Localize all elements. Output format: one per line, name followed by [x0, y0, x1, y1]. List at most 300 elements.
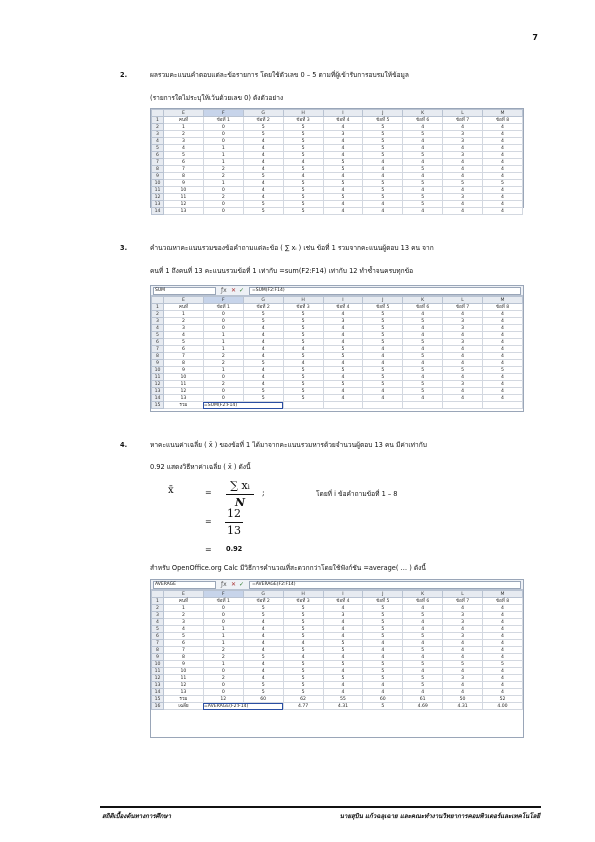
sheet-cell[interactable]: 3 [164, 325, 204, 332]
sheet-cell[interactable]: 4 [483, 612, 523, 619]
sheet-cell[interactable]: 5 [283, 194, 323, 201]
sheet-cell[interactable]: 5 [363, 332, 403, 339]
sheet-cell[interactable]: 4 [243, 647, 283, 654]
sheet-cell[interactable]: 0 [203, 612, 243, 619]
row-header[interactable]: 3 [152, 612, 164, 619]
sheet-cell[interactable]: 4 [483, 633, 523, 640]
sheet-cell[interactable]: 5 [363, 152, 403, 159]
sheet-cell[interactable]: 4 [243, 187, 283, 194]
sheet-cell[interactable]: 5 [283, 395, 323, 402]
sheet-cell[interactable]: 4 [164, 145, 204, 152]
sheet-cell[interactable]: 3 [443, 152, 483, 159]
sheet-cell[interactable]: 11 [164, 675, 204, 682]
sheet-cell[interactable]: 4 [363, 647, 403, 654]
sheet-cell[interactable]: 4 [483, 388, 523, 395]
column-header[interactable]: K [403, 297, 443, 304]
sheet-cell[interactable]: 5 [164, 339, 204, 346]
sheet-cell[interactable]: 4 [443, 166, 483, 173]
sheet-cell[interactable]: 4 [403, 159, 443, 166]
average-cell[interactable]: 4.31 [323, 703, 363, 710]
sheet-cell[interactable]: 5 [363, 675, 403, 682]
column-header[interactable]: M [483, 110, 523, 117]
sheet-cell[interactable]: 5 [483, 367, 523, 374]
sheet-cell[interactable]: 5 [323, 159, 363, 166]
sum-label[interactable]: รวม [164, 402, 204, 409]
sheet-cell[interactable]: 1 [203, 159, 243, 166]
sheet-cell[interactable]: 4 [443, 201, 483, 208]
sheet-cell[interactable]: 5 [243, 173, 283, 180]
sheet-cell[interactable]: 3 [443, 675, 483, 682]
sheet-cell[interactable]: 6 [164, 159, 204, 166]
sheet-cell[interactable]: 5 [363, 318, 403, 325]
sheet-cell[interactable]: 4 [243, 159, 283, 166]
column-header[interactable]: H [283, 591, 323, 598]
sheet-cell[interactable]: 4 [243, 640, 283, 647]
sheet-cell[interactable]: 4 [164, 332, 204, 339]
sheet-cell[interactable]: 13 [164, 395, 204, 402]
sheet-cell[interactable]: 4 [443, 647, 483, 654]
sheet-cell[interactable]: 4 [323, 173, 363, 180]
column-header[interactable]: E [164, 591, 204, 598]
sheet-cell[interactable]: 4 [483, 187, 523, 194]
sheet-cell[interactable]: 5 [403, 180, 443, 187]
sheet-cell[interactable]: 3 [443, 612, 483, 619]
sheet-cell[interactable]: 5 [363, 339, 403, 346]
sheet-cell[interactable]: 5 [323, 346, 363, 353]
sheet-cell[interactable]: 4 [363, 654, 403, 661]
column-header[interactable]: H [283, 297, 323, 304]
sheet-cell[interactable]: 4 [323, 187, 363, 194]
sheet-cell[interactable]: 2 [203, 360, 243, 367]
sheet-cell[interactable]: 5 [403, 682, 443, 689]
sheet-cell[interactable]: 5 [283, 353, 323, 360]
average-cell[interactable]: 4.69 [403, 703, 443, 710]
sheet-cell[interactable]: 5 [363, 194, 403, 201]
sheet-cell[interactable]: 5 [283, 381, 323, 388]
sheet-cell[interactable]: 4 [243, 346, 283, 353]
sheet-cell[interactable]: 7 [164, 353, 204, 360]
row-header[interactable]: 11 [152, 187, 164, 194]
sheet-cell[interactable]: 5 [283, 388, 323, 395]
sheet-cell[interactable]: 5 [283, 661, 323, 668]
row-header[interactable]: 9 [152, 360, 164, 367]
column-header[interactable]: I [323, 110, 363, 117]
sheet-cell[interactable]: 4 [323, 311, 363, 318]
sheet-cell[interactable]: 3 [323, 612, 363, 619]
sheet-cell[interactable]: 5 [283, 647, 323, 654]
sheet-cell[interactable]: 4 [363, 159, 403, 166]
sheet-cell[interactable]: 5 [283, 682, 323, 689]
row-header[interactable]: 2 [152, 605, 164, 612]
sheet-cell[interactable]: 13 [164, 208, 204, 215]
sheet-cell[interactable]: 0 [203, 124, 243, 131]
sheet-cell[interactable]: 5 [283, 633, 323, 640]
row-header[interactable]: 14 [152, 395, 164, 402]
sheet-cell[interactable]: 3 [443, 318, 483, 325]
sheet-cell[interactable]: 4 [443, 640, 483, 647]
header-cell[interactable]: ข้อที่ 1 [203, 598, 243, 605]
column-header[interactable]: J [363, 110, 403, 117]
sheet-cell[interactable]: 5 [403, 353, 443, 360]
function-wizard-icon[interactable]: ƒx [221, 581, 227, 588]
sheet-cell[interactable]: 4 [443, 187, 483, 194]
sheet-cell[interactable]: 4 [483, 173, 523, 180]
header-cell[interactable]: คนที่ [164, 304, 204, 311]
sheet-cell[interactable]: 1 [203, 626, 243, 633]
sheet-cell[interactable]: 5 [403, 131, 443, 138]
sheet-cell[interactable]: 5 [283, 325, 323, 332]
sheet-cell[interactable]: 4 [323, 339, 363, 346]
sheet-cell[interactable]: 4 [443, 626, 483, 633]
header-cell[interactable]: ข้อที่ 3 [283, 117, 323, 124]
column-header[interactable]: G [243, 110, 283, 117]
sheet-cell[interactable]: 5 [164, 152, 204, 159]
sheet-cell[interactable]: 5 [323, 675, 363, 682]
corner-cell[interactable] [152, 591, 164, 598]
sheet-cell[interactable]: 5 [363, 374, 403, 381]
sheet-cell[interactable]: 5 [403, 675, 443, 682]
row-header[interactable]: 9 [152, 173, 164, 180]
sheet-cell[interactable]: 4 [323, 619, 363, 626]
sheet-cell[interactable]: 11 [164, 381, 204, 388]
sheet-cell[interactable]: 4 [483, 208, 523, 215]
sheet-cell[interactable]: 5 [483, 180, 523, 187]
sheet-cell[interactable]: 5 [323, 367, 363, 374]
sheet-cell[interactable]: 10 [164, 374, 204, 381]
sheet-cell[interactable]: 4 [483, 668, 523, 675]
row-header[interactable]: 13 [152, 201, 164, 208]
sheet-cell[interactable]: 3 [443, 131, 483, 138]
row-header[interactable]: 4 [152, 138, 164, 145]
sheet-cell[interactable]: 3 [164, 138, 204, 145]
row-header[interactable]: 5 [152, 145, 164, 152]
sheet-cell[interactable]: 5 [403, 633, 443, 640]
header-cell[interactable]: ข้อที่ 3 [283, 304, 323, 311]
sheet-cell[interactable]: 3 [323, 318, 363, 325]
row-header[interactable]: 12 [152, 675, 164, 682]
sheet-cell[interactable]: 0 [203, 318, 243, 325]
sheet-cell[interactable]: 5 [283, 612, 323, 619]
sheet-cell[interactable]: 5 [363, 124, 403, 131]
sheet-cell[interactable]: 2 [203, 353, 243, 360]
sheet-cell[interactable]: 4 [363, 166, 403, 173]
sheet-cell[interactable]: 1 [203, 640, 243, 647]
sheet-cell[interactable]: 4 [403, 605, 443, 612]
sheet-cell[interactable]: 5 [363, 619, 403, 626]
sheet-cell[interactable]: 5 [323, 381, 363, 388]
sheet-cell[interactable]: 4 [164, 626, 204, 633]
column-header[interactable]: E [164, 110, 204, 117]
sheet-cell[interactable]: 5 [403, 388, 443, 395]
sheet-cell[interactable]: 5 [283, 374, 323, 381]
sheet-cell[interactable]: 3 [164, 619, 204, 626]
sheet-cell[interactable]: 4 [283, 654, 323, 661]
sheet-cell[interactable]: 4 [443, 388, 483, 395]
sheet-cell[interactable]: 10 [164, 187, 204, 194]
sheet-cell[interactable]: 4 [483, 138, 523, 145]
column-header[interactable]: F [203, 297, 243, 304]
sheet-cell[interactable]: 5 [363, 367, 403, 374]
sheet-cell[interactable]: 5 [243, 318, 283, 325]
sheet-cell[interactable]: 4 [363, 395, 403, 402]
sheet-cell[interactable]: 9 [164, 367, 204, 374]
sheet-cell[interactable]: 4 [403, 208, 443, 215]
sheet-cell[interactable]: 5 [363, 626, 403, 633]
header-cell[interactable]: คนที่ [164, 117, 204, 124]
sheet-cell[interactable]: 4 [483, 353, 523, 360]
sheet-cell[interactable]: 0 [203, 619, 243, 626]
sheet-cell[interactable]: 5 [443, 661, 483, 668]
sheet-cell[interactable]: 4 [403, 187, 443, 194]
sheet-cell[interactable]: 4 [483, 360, 523, 367]
sheet-cell[interactable]: 4 [363, 640, 403, 647]
sheet-cell[interactable]: 4 [243, 367, 283, 374]
sheet-cell[interactable]: 11 [164, 194, 204, 201]
header-cell[interactable]: ข้อที่ 2 [243, 117, 283, 124]
sheet-cell[interactable]: 5 [283, 201, 323, 208]
sheet-cell[interactable]: 5 [283, 689, 323, 696]
sheet-cell[interactable]: 1 [164, 311, 204, 318]
sheet-cell[interactable]: 5 [323, 640, 363, 647]
sum-cell[interactable]: 60 [243, 696, 283, 703]
sheet-cell[interactable]: 4 [483, 318, 523, 325]
sheet-cell[interactable]: 4 [363, 201, 403, 208]
row-header[interactable]: 15 [152, 402, 164, 409]
row-header[interactable]: 13 [152, 682, 164, 689]
sheet-cell[interactable]: 5 [403, 367, 443, 374]
sheet-cell[interactable]: 2 [203, 166, 243, 173]
row-header[interactable]: 9 [152, 654, 164, 661]
sheet-cell[interactable]: 4 [443, 689, 483, 696]
sum-cell[interactable]: 60 [363, 696, 403, 703]
row-header[interactable]: 7 [152, 346, 164, 353]
sum-formula-cell[interactable]: =SUM(F2:F14) [203, 402, 283, 409]
sum-cell[interactable]: 52 [483, 696, 523, 703]
sum-label[interactable]: รวม [164, 696, 204, 703]
sheet-cell[interactable]: 4 [443, 395, 483, 402]
sheet-cell[interactable]: 4 [443, 682, 483, 689]
column-header[interactable]: I [323, 297, 363, 304]
header-cell[interactable]: ข้อที่ 8 [483, 117, 523, 124]
sheet-cell[interactable]: 5 [403, 318, 443, 325]
sheet-cell[interactable]: 0 [203, 395, 243, 402]
sheet-cell[interactable]: 4 [443, 145, 483, 152]
sheet-cell[interactable]: 5 [243, 395, 283, 402]
sheet-cell[interactable]: 4 [323, 633, 363, 640]
sheet-cell[interactable]: 1 [203, 145, 243, 152]
row-header[interactable]: 7 [152, 159, 164, 166]
sheet-cell[interactable]: 5 [443, 180, 483, 187]
sheet-cell[interactable]: 5 [243, 360, 283, 367]
header-cell[interactable]: ข้อที่ 2 [243, 304, 283, 311]
header-cell[interactable]: ข้อที่ 5 [363, 598, 403, 605]
header-cell[interactable]: ข้อที่ 7 [443, 117, 483, 124]
sheet-cell[interactable]: 12 [164, 388, 204, 395]
row-header[interactable]: 15 [152, 696, 164, 703]
sheet-cell[interactable]: 4 [363, 208, 403, 215]
sheet-cell[interactable]: 4 [403, 124, 443, 131]
sheet-cell[interactable]: 5 [403, 612, 443, 619]
sum-cell[interactable]: 55 [323, 696, 363, 703]
sheet-cell[interactable]: 4 [483, 311, 523, 318]
header-cell[interactable]: ข้อที่ 2 [243, 598, 283, 605]
sheet-cell[interactable]: 5 [323, 194, 363, 201]
column-header[interactable]: M [483, 591, 523, 598]
row-header[interactable]: 14 [152, 208, 164, 215]
sheet-cell[interactable]: 0 [203, 138, 243, 145]
column-header[interactable]: L [443, 110, 483, 117]
sheet-cell[interactable]: 4 [443, 173, 483, 180]
column-header[interactable]: G [243, 297, 283, 304]
sheet-cell[interactable]: 5 [283, 668, 323, 675]
row-header[interactable]: 11 [152, 668, 164, 675]
sheet-cell[interactable]: 0 [203, 187, 243, 194]
cancel-icon[interactable]: ✕ [231, 581, 237, 588]
sheet-cell[interactable]: 4 [363, 388, 403, 395]
sheet-cell[interactable]: 4 [403, 332, 443, 339]
average-cell[interactable]: 4.00 [483, 703, 523, 710]
sheet-cell[interactable]: 9 [164, 661, 204, 668]
sheet-cell[interactable]: 9 [164, 180, 204, 187]
header-cell[interactable]: คนที่ [164, 598, 204, 605]
column-header[interactable]: F [203, 591, 243, 598]
sheet-cell[interactable]: 2 [203, 173, 243, 180]
sheet-cell[interactable]: 5 [363, 668, 403, 675]
sheet-cell[interactable]: 4 [363, 173, 403, 180]
sheet-cell[interactable]: 2 [203, 675, 243, 682]
column-header[interactable]: J [363, 297, 403, 304]
sheet-cell[interactable]: 4 [443, 311, 483, 318]
sheet-cell[interactable]: 4 [243, 194, 283, 201]
sheet-cell[interactable]: 5 [283, 619, 323, 626]
sheet-cell[interactable]: 4 [323, 152, 363, 159]
sheet-cell[interactable]: 4 [323, 325, 363, 332]
sheet-cell[interactable]: 5 [363, 661, 403, 668]
row-header[interactable]: 2 [152, 311, 164, 318]
column-header[interactable]: G [243, 591, 283, 598]
header-cell[interactable]: ข้อที่ 1 [203, 304, 243, 311]
column-header[interactable]: L [443, 591, 483, 598]
sheet-cell[interactable]: 13 [164, 689, 204, 696]
column-header[interactable]: F [203, 110, 243, 117]
sheet-cell[interactable]: 3 [443, 194, 483, 201]
sheet-cell[interactable]: 2 [203, 654, 243, 661]
sheet-cell[interactable]: 2 [164, 612, 204, 619]
sheet-cell[interactable]: 5 [443, 367, 483, 374]
row-header[interactable]: 8 [152, 166, 164, 173]
row-header[interactable]: 11 [152, 374, 164, 381]
sheet-cell[interactable]: 4 [323, 208, 363, 215]
sheet-cell[interactable]: 0 [203, 682, 243, 689]
sheet-cell[interactable]: 5 [363, 145, 403, 152]
sheet-cell[interactable]: 5 [283, 152, 323, 159]
sheet-cell[interactable]: 4 [403, 626, 443, 633]
sheet-cell[interactable]: 4 [323, 395, 363, 402]
sheet-cell[interactable]: 8 [164, 654, 204, 661]
row-header[interactable]: 1 [152, 304, 164, 311]
sum-cell[interactable]: 12 [203, 696, 243, 703]
sheet-cell[interactable]: 6 [164, 346, 204, 353]
sheet-cell[interactable]: 5 [283, 124, 323, 131]
sheet-cell[interactable]: 4 [443, 360, 483, 367]
row-header[interactable]: 14 [152, 689, 164, 696]
column-header[interactable]: M [483, 297, 523, 304]
sheet-cell[interactable]: 4 [243, 675, 283, 682]
sheet-cell[interactable]: 4 [243, 166, 283, 173]
sheet-cell[interactable]: 4 [323, 138, 363, 145]
sheet-cell[interactable]: 5 [283, 318, 323, 325]
sheet-cell[interactable]: 1 [203, 339, 243, 346]
empty-cell[interactable] [483, 402, 523, 409]
sheet-cell[interactable]: 5 [483, 661, 523, 668]
sheet-cell[interactable]: 6 [164, 640, 204, 647]
sheet-cell[interactable]: 4 [283, 360, 323, 367]
sheet-cell[interactable]: 4 [283, 640, 323, 647]
corner-cell[interactable] [152, 297, 164, 304]
sheet-cell[interactable]: 10 [164, 668, 204, 675]
sheet-cell[interactable]: 1 [203, 367, 243, 374]
sheet-cell[interactable]: 4 [403, 619, 443, 626]
empty-cell[interactable] [283, 402, 323, 409]
sheet-cell[interactable]: 5 [363, 311, 403, 318]
sheet-cell[interactable]: 5 [243, 131, 283, 138]
sheet-cell[interactable]: 3 [443, 619, 483, 626]
sheet-cell[interactable]: 5 [323, 166, 363, 173]
sheet-cell[interactable]: 5 [283, 187, 323, 194]
sheet-cell[interactable]: 4 [363, 353, 403, 360]
sheet-cell[interactable]: 4 [243, 138, 283, 145]
sheet-cell[interactable]: 12 [164, 201, 204, 208]
sheet-cell[interactable]: 5 [403, 339, 443, 346]
sheet-cell[interactable]: 4 [483, 131, 523, 138]
sheet-cell[interactable]: 4 [243, 145, 283, 152]
sheet-cell[interactable]: 4 [443, 346, 483, 353]
sheet-cell[interactable]: 0 [203, 374, 243, 381]
sheet-cell[interactable]: 4 [483, 640, 523, 647]
formula-input[interactable]: =AVERAGE(F2:F14) [249, 581, 521, 589]
sheet-cell[interactable]: 4 [483, 647, 523, 654]
header-cell[interactable]: ข้อที่ 3 [283, 598, 323, 605]
sheet-cell[interactable]: 5 [283, 675, 323, 682]
header-cell[interactable]: ข้อที่ 5 [363, 117, 403, 124]
sheet-cell[interactable]: 4 [243, 332, 283, 339]
sheet-cell[interactable]: 1 [203, 180, 243, 187]
row-header[interactable]: 10 [152, 180, 164, 187]
row-header[interactable]: 6 [152, 633, 164, 640]
sheet-cell[interactable]: 5 [283, 605, 323, 612]
sheet-cell[interactable]: 4 [403, 173, 443, 180]
sheet-cell[interactable]: 4 [323, 388, 363, 395]
sheet-cell[interactable]: 3 [443, 381, 483, 388]
sheet-cell[interactable]: 2 [203, 381, 243, 388]
function-wizard-icon[interactable]: ƒx [221, 287, 227, 294]
sheet-cell[interactable]: 8 [164, 360, 204, 367]
sheet-cell[interactable]: 4 [243, 152, 283, 159]
sheet-cell[interactable]: 5 [243, 311, 283, 318]
sheet-cell[interactable]: 4 [243, 661, 283, 668]
sheet-cell[interactable]: 5 [403, 152, 443, 159]
sheet-cell[interactable]: 4 [403, 138, 443, 145]
sheet-cell[interactable]: 4 [483, 626, 523, 633]
sheet-cell[interactable]: 5 [283, 166, 323, 173]
formula-input[interactable]: =SUM(F2:F14) [249, 287, 521, 295]
sheet-cell[interactable]: 4 [483, 689, 523, 696]
sheet-cell[interactable]: 4 [323, 668, 363, 675]
sheet-cell[interactable]: 5 [164, 633, 204, 640]
sheet-cell[interactable]: 4 [243, 353, 283, 360]
column-header[interactable]: I [323, 591, 363, 598]
empty-cell[interactable] [363, 402, 403, 409]
